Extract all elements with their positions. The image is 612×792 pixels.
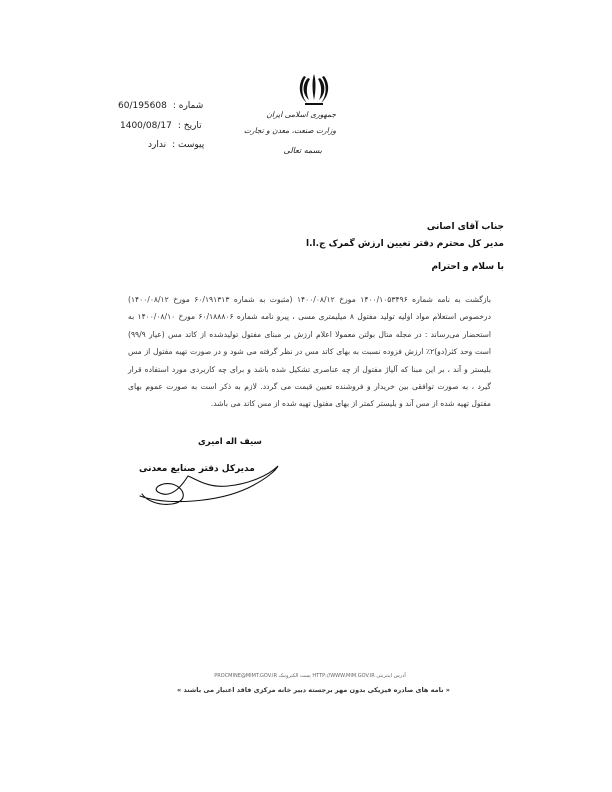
basmala: بسمه تعالی — [283, 146, 322, 155]
letter-body: بازگشت به نامه شماره ۱۴۰۰/۱۰۵۳۴۹۶ مورخ ۱۴۰۰/۰۸/۱۲ (مثبوت به شماره ۶۰/۱۹۱۳۱۳ مورخ ۱۴۰۰/۰۸/۱۲) درخصوص استعلام مواد اولیه تولید مفتول ۸ میلیمتری مسی ، پیرو نامه شماره ۶۰/۱۸۸۸۰۶ مورخ ۱۴۰۰/۰۸/۱۰ به استحضار می‌رساند : در مجله متال بولتن معمولا اعلام ارزش بر مبنای مفتول تولیدشده از کاتد مس (عیار ۹۹/۹) است وحد کثر(دو)۲٪ ارزش فزوده نسبت به بهای کاتد مس در نظر گرفته می شود و در صورت تهیه مفتول از مس بلیستر و آند ، بر این مبنا که آلیاژ مفتول از چه عناصری تشکیل شده باشد و برای چه کاربردی مورد استفاده قرار گیرد ، به صورت توافقی بین خریدار و فروشنده تعیین قیمت می گردد. لازم به ذکر است به صورت عموم بهای مفتول تهیه شده از مس آند و بلیستر کمتر از بهای مفتول تهیه شده از مس کاتد می باشد. — [128, 295, 492, 409]
handwritten-signature — [128, 462, 288, 510]
iran-emblem-icon — [298, 72, 330, 106]
footer-contact: PROCMINE@MIMT.GOV.IR پست الکترونیک HTTP://WWW.MIM.GOV.IR آدرس اینترنتی — [214, 673, 406, 679]
letter-number-value: 60/195608 — [118, 101, 167, 111]
footer-notice: « نامه های صادره فیزیکی بدون مهر برجسته دبیر خانه مرکزی فاقد اعتبار می باشند » — [177, 686, 450, 694]
letter-attachment-label: پیوست : — [172, 140, 205, 150]
addressee-title: مدیر کل محترم دفتر تعیین ارزش گمرک ج.ا.ا — [305, 239, 504, 249]
addressee-name: جناب آقای اصانی — [426, 222, 504, 232]
signatory-name: سیف اله امیری — [198, 437, 262, 447]
greeting: با سلام و احترام — [431, 262, 504, 272]
letter-date — [120, 121, 202, 131]
ministry-title: وزارت صنعت، معدن و تجارت — [243, 126, 336, 135]
republic-title: جمهوری اسلامی ایران — [266, 110, 336, 119]
letter-number — [118, 101, 203, 111]
signatory-title: مدیرکل دفتر صنایع معدنی — [139, 464, 255, 474]
letter-attachment-value: ندارد — [148, 140, 167, 150]
letter-date-label: تاریخ : — [177, 121, 202, 131]
letter-number-label: شماره : — [172, 101, 204, 111]
letter-attachment — [148, 140, 204, 150]
letter-date-value: 1400/08/17 — [120, 121, 172, 131]
